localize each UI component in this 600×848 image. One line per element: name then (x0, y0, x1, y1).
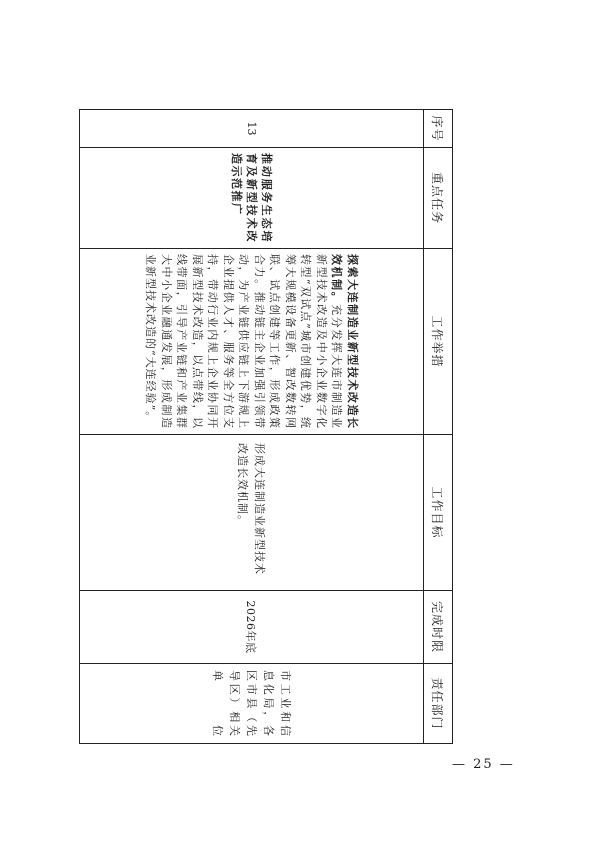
cell-measures (80, 249, 424, 435)
header-measures: 工作举措 (424, 249, 453, 435)
header-department: 责任部门 (424, 664, 453, 744)
table-row (80, 110, 424, 744)
target-text: 形成大连制造业新型技术改造长效机制。 (236, 443, 267, 575)
cell-department (80, 664, 424, 744)
table-header-row (424, 110, 453, 744)
department-text: 市工业和信息化局，各区市县（先导区）相关单位 (211, 670, 292, 737)
cell-task (80, 148, 424, 249)
deadline-text: 2026年底 (244, 600, 258, 654)
header-deadline: 完成时限 (424, 591, 453, 664)
page-number: — 25 — (452, 757, 515, 772)
header-target: 工作目标 (424, 435, 453, 591)
task-text: 推动服务生态培育及新型技术改造示范推广 (230, 153, 273, 243)
measures-body: 充分发挥大连市制造业新型技术改造及中小企业数字化转型“双试点”城市创建优势，统筹大规模设备更新、智改数转网联、试点创建等工作，形成政策合力。推动链主企业加强引领带动，为产业链供应链上下游规上企业提供人才、服务等全方位支持，带动行业内规上企业协同开展新型技术改造，以点带线，以线带面，引导产业链和产业集群大中小企业融通发展，形成制造业新型技术改造的“大连经验”。 (144, 254, 344, 430)
cell-deadline (80, 591, 424, 664)
measures-text (143, 249, 360, 434)
cell-no: 13 (80, 110, 424, 148)
measures-bold-lead: 探索大连制造业新型技术改造长效机制。 (330, 254, 359, 429)
rotated-table-container (79, 109, 453, 737)
header-task: 重点任务 (424, 148, 453, 249)
task-table (79, 109, 453, 744)
header-no: 序号 (424, 110, 453, 148)
cell-target (80, 435, 424, 591)
